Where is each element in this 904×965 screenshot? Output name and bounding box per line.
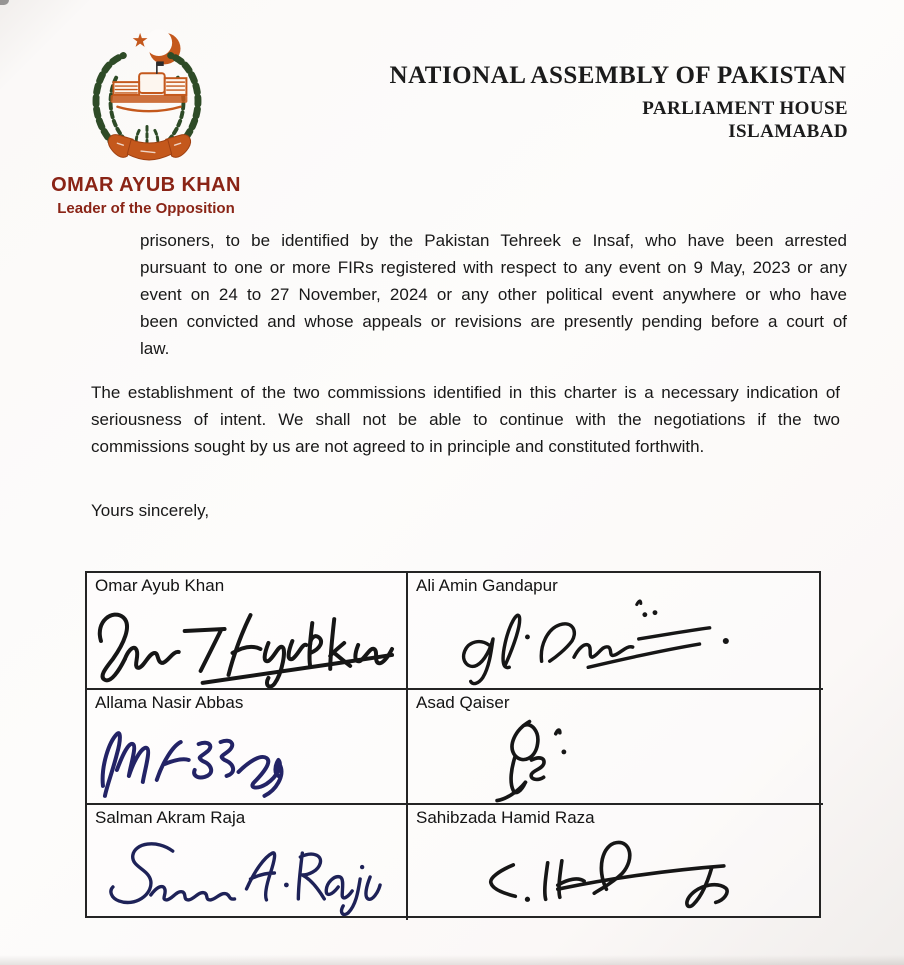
sender-title: Leader of the Opposition bbox=[57, 200, 235, 217]
crest-graphic bbox=[78, 22, 216, 170]
signature-asad-qaiser bbox=[408, 713, 823, 803]
paragraph-line: The establishment of the two commissions identified in this charter is a necessary indication of bbox=[91, 383, 840, 402]
signature-table bbox=[85, 571, 821, 918]
paragraph-commissions bbox=[91, 379, 840, 460]
signatory-name: Asad Qaiser bbox=[416, 693, 510, 712]
signature-salman-akram-raja bbox=[87, 828, 406, 920]
paragraph-line: seriousness of intent. We shall not be able to continue with the negotiations if the two bbox=[91, 410, 840, 429]
scan-corner-artifact bbox=[0, 0, 9, 5]
signature-allama-nasir-abbas bbox=[87, 713, 406, 803]
paragraph-line: event on 24 to 27 November, 2024 or any other political event anywhere or who have bbox=[140, 285, 847, 304]
signature-ali-amin-gandapur bbox=[408, 596, 823, 688]
signature-sahibzada-hamid-raza bbox=[408, 828, 823, 920]
address-line-parliament-house: PARLIAMENT HOUSE bbox=[642, 98, 848, 119]
sender-name: OMAR AYUB KHAN bbox=[51, 174, 241, 196]
signatory-name: Omar Ayub Khan bbox=[95, 576, 225, 595]
sender-block bbox=[20, 174, 272, 217]
paragraph-line: pursuant to one or more FIRs registered with respect to any event on 9 May, 2023 or any bbox=[140, 258, 847, 277]
paragraph-prisoners bbox=[140, 227, 847, 362]
signature-cell-sahibzada-hamid-raza bbox=[408, 805, 823, 920]
signature-omar-ayub-khan bbox=[87, 596, 406, 688]
letterhead-org-block bbox=[372, 62, 864, 143]
signature-cell-ali-amin-gandapur bbox=[408, 573, 823, 690]
signatory-name: Allama Nasir Abbas bbox=[95, 693, 244, 712]
signatory-name: Ali Amin Gandapur bbox=[416, 576, 558, 595]
assembly-title: NATIONAL ASSEMBLY OF PAKISTAN bbox=[389, 62, 847, 89]
paragraph-line: been convicted and whose appeals or revisions are presently pending before a court of bbox=[140, 312, 847, 331]
paragraph-line: commissions sought by us are not agreed to in principle and constituted forthwith. bbox=[91, 437, 705, 456]
signature-cell-asad-qaiser bbox=[408, 690, 823, 805]
closing-salutation: Yours sincerely, bbox=[91, 501, 210, 520]
paragraph-line: law. bbox=[140, 339, 170, 358]
address-line-islamabad: ISLAMABAD bbox=[728, 121, 848, 142]
signatory-name: Sahibzada Hamid Raza bbox=[416, 808, 595, 827]
signatory-name: Salman Akram Raja bbox=[95, 808, 246, 827]
signature-cell-allama-nasir-abbas bbox=[87, 690, 408, 805]
signature-cell-salman-akram-raja bbox=[87, 805, 408, 920]
signature-cell-omar-ayub-khan bbox=[87, 573, 408, 690]
paragraph-line: prisoners, to be identified by the Pakistan Tehreek e Insaf, who have been arrested bbox=[140, 231, 847, 250]
org-address bbox=[372, 97, 864, 143]
national-assembly-crest-icon bbox=[78, 22, 216, 172]
